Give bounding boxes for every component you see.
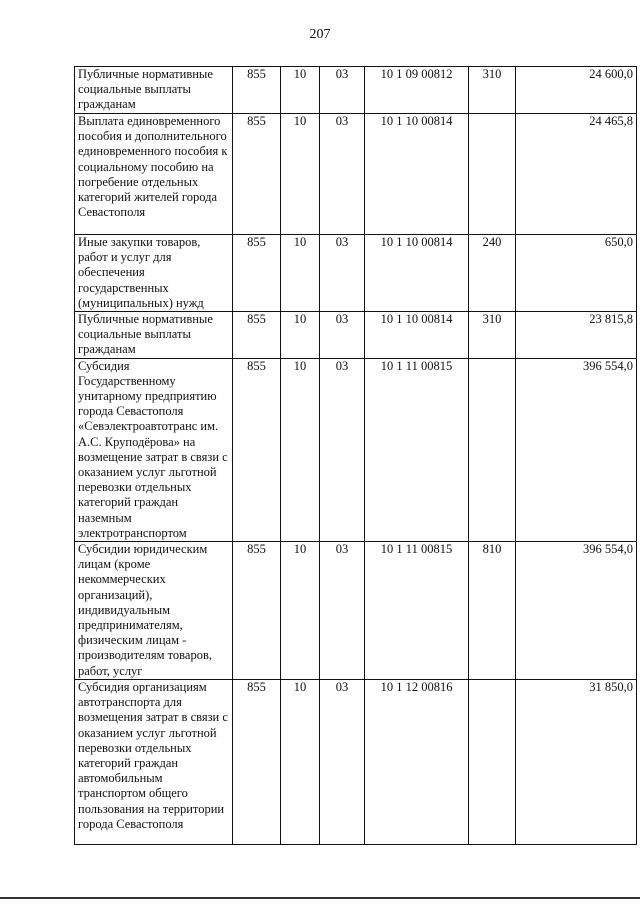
row-vr: 310 xyxy=(469,312,516,359)
row-ved: 855 xyxy=(233,67,281,114)
table-row xyxy=(75,542,637,680)
row-section: 10 xyxy=(281,67,320,114)
row-vr xyxy=(469,114,516,235)
row-name: Субсидия организациям автотранспорта для возмещения затрат в связи с оказанием услуг льготной перевозки отдельных категорий граждан автомобильным транспортом общего пользования на территории города Севастополя xyxy=(75,679,233,844)
row-vr: 310 xyxy=(469,67,516,114)
row-ved: 855 xyxy=(233,542,281,680)
page-number: 207 xyxy=(309,27,331,42)
row-name: Выплата единовременного пособия и дополнительного единовременного пособия к социальному пособию на погребение отдельных категорий жителей города Севастополя xyxy=(75,114,233,235)
row-vr: 810 xyxy=(469,542,516,680)
row-ved: 855 xyxy=(233,679,281,844)
row-csr: 10 1 12 00816 xyxy=(365,679,469,844)
row-name: Публичные нормативные социальные выплаты гражданам xyxy=(75,312,233,359)
row-sum: 24 465,8 xyxy=(516,114,637,235)
row-vr xyxy=(469,358,516,541)
row-csr: 10 1 09 00812 xyxy=(365,67,469,114)
row-sum: 650,0 xyxy=(516,235,637,312)
row-ved: 855 xyxy=(233,235,281,312)
row-sum: 396 554,0 xyxy=(516,358,637,541)
row-section: 10 xyxy=(281,358,320,541)
table-row xyxy=(75,679,637,844)
row-section: 10 xyxy=(281,235,320,312)
row-subsection: 03 xyxy=(320,67,365,114)
row-ved: 855 xyxy=(233,358,281,541)
row-subsection: 03 xyxy=(320,114,365,235)
scan-edge-line xyxy=(0,897,640,899)
row-subsection: 03 xyxy=(320,358,365,541)
budget-table xyxy=(74,66,637,845)
table-row xyxy=(75,67,637,114)
row-subsection: 03 xyxy=(320,312,365,359)
row-ved: 855 xyxy=(233,114,281,235)
row-sum: 31 850,0 xyxy=(516,679,637,844)
row-csr: 10 1 10 00814 xyxy=(365,312,469,359)
row-csr: 10 1 11 00815 xyxy=(365,542,469,680)
table-row xyxy=(75,312,637,359)
row-subsection: 03 xyxy=(320,235,365,312)
row-sum: 24 600,0 xyxy=(516,67,637,114)
table-row xyxy=(75,358,637,541)
row-subsection: 03 xyxy=(320,542,365,680)
row-sum: 23 815,8 xyxy=(516,312,637,359)
row-vr: 240 xyxy=(469,235,516,312)
row-ved: 855 xyxy=(233,312,281,359)
row-name: Субсидии юридическим лицам (кроме некоммерческих организаций), индивидуальным предпринимателям, физическим лицам - производителям товаров, работ, услуг xyxy=(75,542,233,680)
table-row xyxy=(75,235,637,312)
row-csr: 10 1 11 00815 xyxy=(365,358,469,541)
row-name: Публичные нормативные социальные выплаты гражданам xyxy=(75,67,233,114)
row-name: Иные закупки товаров, работ и услуг для обеспечения государственных (муниципальных) нужд xyxy=(75,235,233,312)
row-csr: 10 1 10 00814 xyxy=(365,114,469,235)
row-name: Субсидия Государственному унитарному предприятию города Севастополя «Севэлектроавтотранс им. А.С. Круподёрова» на возмещение затрат в связи с оказанием услуг льготной перевозки отдельных категорий граждан наземным электротранспортом xyxy=(75,358,233,541)
row-csr: 10 1 10 00814 xyxy=(365,235,469,312)
row-section: 10 xyxy=(281,312,320,359)
row-vr xyxy=(469,679,516,844)
row-section: 10 xyxy=(281,679,320,844)
row-subsection: 03 xyxy=(320,679,365,844)
row-sum: 396 554,0 xyxy=(516,542,637,680)
row-section: 10 xyxy=(281,114,320,235)
row-section: 10 xyxy=(281,542,320,680)
table-row xyxy=(75,114,637,235)
